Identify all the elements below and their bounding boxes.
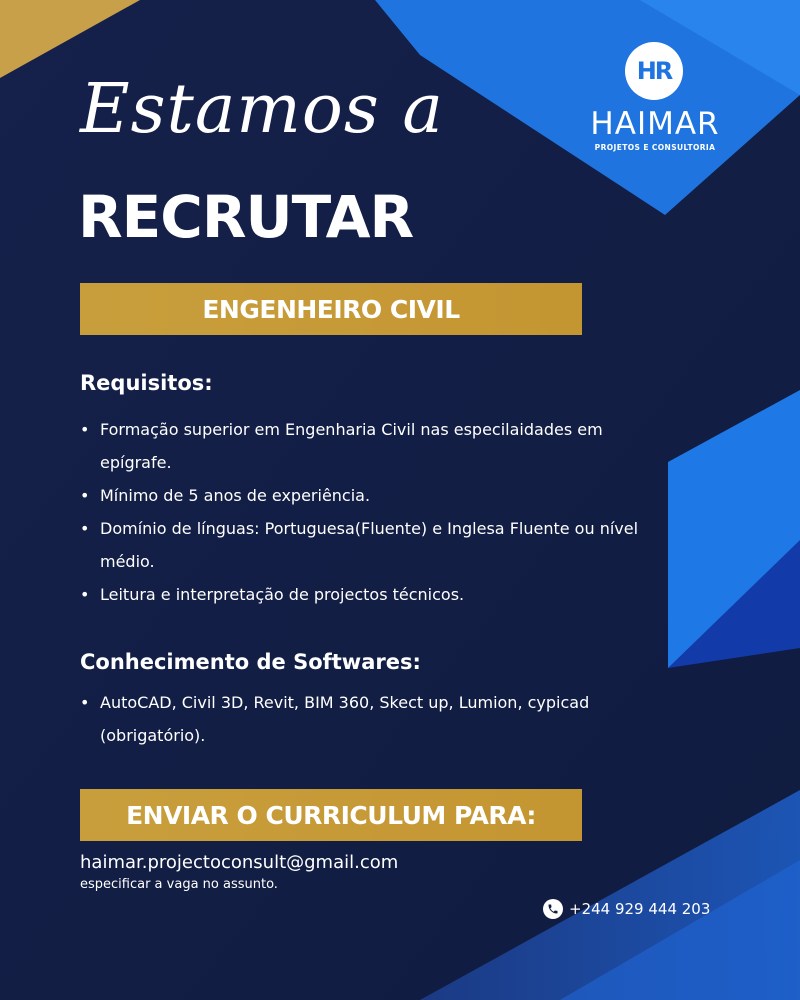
requirement-item: • Leitura e interpretação de projectos técnicos. bbox=[80, 578, 670, 611]
position-title: ENGENHEIRO CIVIL bbox=[202, 294, 460, 324]
cta-text: ENVIAR O CURRICULUM PARA: bbox=[126, 800, 536, 830]
software-list bbox=[80, 686, 600, 752]
position-banner bbox=[80, 283, 582, 335]
requirement-item: • Formação superior em Engenharia Civil nas especilaidades em epígrafe. bbox=[80, 413, 670, 479]
contact-phone[interactable] bbox=[543, 899, 710, 919]
requirement-item: • Domínio de línguas: Portuguesa(Fluente) e Inglesa Fluente ou nível médio. bbox=[80, 512, 670, 578]
software-item: • AutoCAD, Civil 3D, Revit, BIM 360, Skect up, Lumion, cypicad (obrigatório). bbox=[80, 686, 600, 752]
phone-number: +244 929 444 203 bbox=[569, 900, 711, 918]
phone-icon bbox=[543, 899, 563, 919]
requirements-list bbox=[80, 413, 670, 611]
software-heading: Conhecimento de Softwares: bbox=[80, 650, 421, 674]
brand-name: HAIMAR bbox=[590, 106, 720, 142]
logo-monogram-text: HR bbox=[636, 57, 672, 85]
requirement-item: • Mínimo de 5 anos de experiência. bbox=[80, 479, 670, 512]
logo-monogram bbox=[625, 42, 683, 100]
headline-title: RECRUTAR bbox=[78, 183, 414, 251]
contact-email[interactable]: haimar.projectoconsult@gmail.com bbox=[80, 852, 399, 873]
cta-banner bbox=[80, 789, 582, 841]
headline-script: Estamos a bbox=[80, 70, 444, 149]
email-note: especificar a vaga no assunto. bbox=[80, 877, 278, 892]
brand-tagline: PROJETOS E CONSULTORIA bbox=[594, 143, 716, 152]
requirements-heading: Requisitos: bbox=[80, 371, 213, 395]
